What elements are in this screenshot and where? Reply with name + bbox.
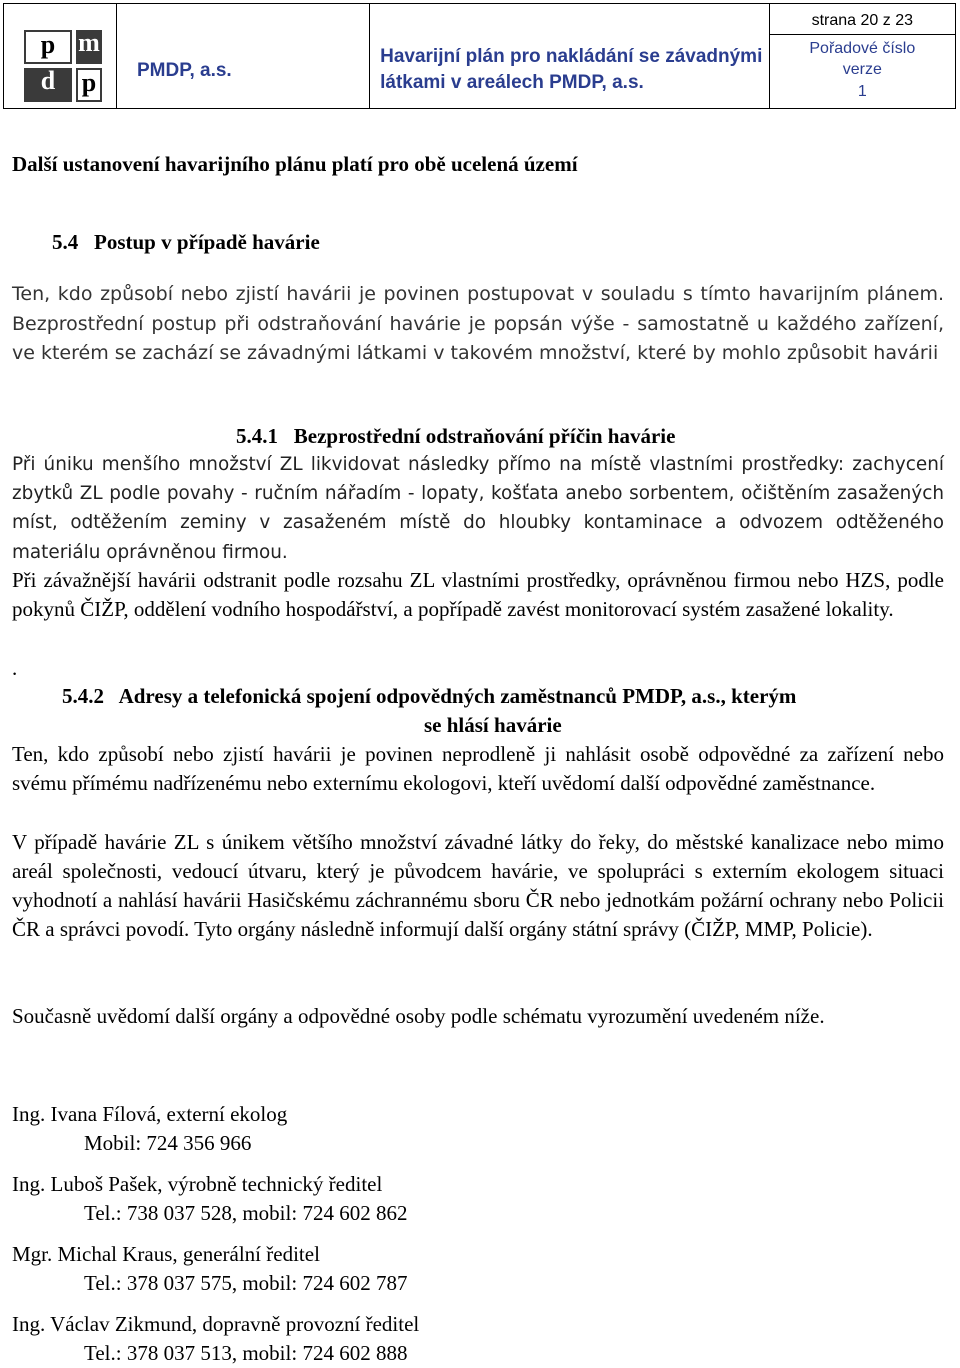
contact-phone: Tel.: 378 037 575, mobil: 724 602 787: [84, 1271, 408, 1295]
paragraph-major-accident: Při závažnější havárii odstranit podle rozsahu ZL vlastními prostředky, oprávněnou firmou nebo HZS, podle pokynů ČIŽP, oddělení vodního hospodářství, a popřípadě zavést monitorovací systém zasažené lokality.: [12, 568, 944, 621]
paragraph-reporting: Ten, kdo způsobí nebo zjistí havárii je povinen neprodleně ji nahlásit osobě odpovědné za zařízení nebo svému přímému nadřízenému nebo externímu ekologovi, kteří uvědomí další odpovědné zaměstnance.: [12, 742, 944, 795]
version-number: 1: [857, 83, 867, 100]
paragraph-large-leak: V případě havárie ZL s únikem většího množství závadné látky do řeky, do městské kanalizace nebo mimo areál společnosti, vedoucí útvaru, který je původcem havárie, ve spolupráci s externím ekologem situaci vyhodnotí a nahlásí havárii Hasičskému záchrannému sboru ČR nebo jednotkám požární ochrany nebo Policii ČR a správci povodí. Tyto orgány následně informují další orgány státní správy (ČIŽP, MMP, Policie).: [12, 830, 944, 941]
logo-letter-p2: p: [76, 68, 102, 102]
logo-letter-m: m: [76, 30, 102, 64]
contact-phone: Tel.: 738 037 528, mobil: 724 602 862: [84, 1201, 408, 1225]
page-number: strana 20 z 23: [770, 9, 955, 35]
stray-dot: .: [12, 656, 18, 680]
contact-phone: Mobil: 724 356 966: [84, 1131, 252, 1155]
contact-name: Ing. Ivana Fílová, externí ekolog: [12, 1102, 288, 1126]
version-label: Pořadové číslo: [809, 40, 916, 57]
logo-letter-p: p: [24, 30, 72, 64]
header-title-line1: Havarijní plán pro nakládání se závadnými: [380, 46, 763, 67]
contact-phone: Tel.: 378 037 513, mobil: 724 602 888: [84, 1341, 408, 1365]
header-meta-cell: [769, 4, 955, 109]
paragraph-procedure: Ten, kdo způsobí nebo zjistí havárii je povinen postupovat v souladu s tímto havarijním plánem. Bezprostřední postup při odstraňování havárie je popsán výše - samostatně u každého zařízení, ve kterém se zachází se závadnými látkami v takovém množství, které by mohlo způsobit havárii: [12, 283, 944, 364]
header-title-line2: látkami v areálech PMDP, a.s.: [380, 72, 644, 93]
lead-heading: Další ustanovení havarijního plánu platí pro obě ucelená území: [12, 152, 578, 176]
contact-name: Ing. Václav Zikmund, dopravně provozní ředitel: [12, 1312, 420, 1336]
section-heading-5-4-1: 5.4.1 Bezprostřední odstraňování příčin havárie: [236, 424, 676, 448]
logo-letter-d: d: [24, 68, 72, 102]
company-logo: [4, 4, 116, 108]
paragraph-notify-others: Současně uvědomí další orgány a odpovědné osoby podle schématu vyrozumění uvedeném níže.: [12, 1004, 825, 1028]
paragraph-minor-leak: Při úniku menšího množství ZL likvidovat následky přímo na místě vlastními prostředky: zachycení zbytků ZL podle povahy - ručním nářadím - lopaty, košťata anebo sorbentem, očištěním zasažených míst, odtěžením zeminy v zasaženém místě do hloubky kontaminace a odvozem odtěženého materiálu oprávněnou firmou.: [12, 454, 944, 563]
section-heading-5-4-2: 5.4.2 Adresy a telefonická spojení odpovědných zaměstnanců PMDP, a.s., kterým: [62, 684, 797, 708]
header-document-title: [370, 4, 769, 109]
section-heading-5-4: 5.4 Postup v případě havárie: [52, 230, 320, 254]
contact-name: Mgr. Michal Kraus, generální ředitel: [12, 1242, 320, 1266]
version-label-2: verze: [842, 61, 882, 78]
logo-cell: [4, 4, 117, 109]
header-company-name: PMDP, a.s.: [117, 4, 370, 109]
section-heading-5-4-2-continued: se hlásí havárie: [424, 713, 562, 737]
page-header-table: [3, 3, 956, 109]
contact-name: Ing. Luboš Pašek, výrobně technický ředitel: [12, 1172, 383, 1196]
